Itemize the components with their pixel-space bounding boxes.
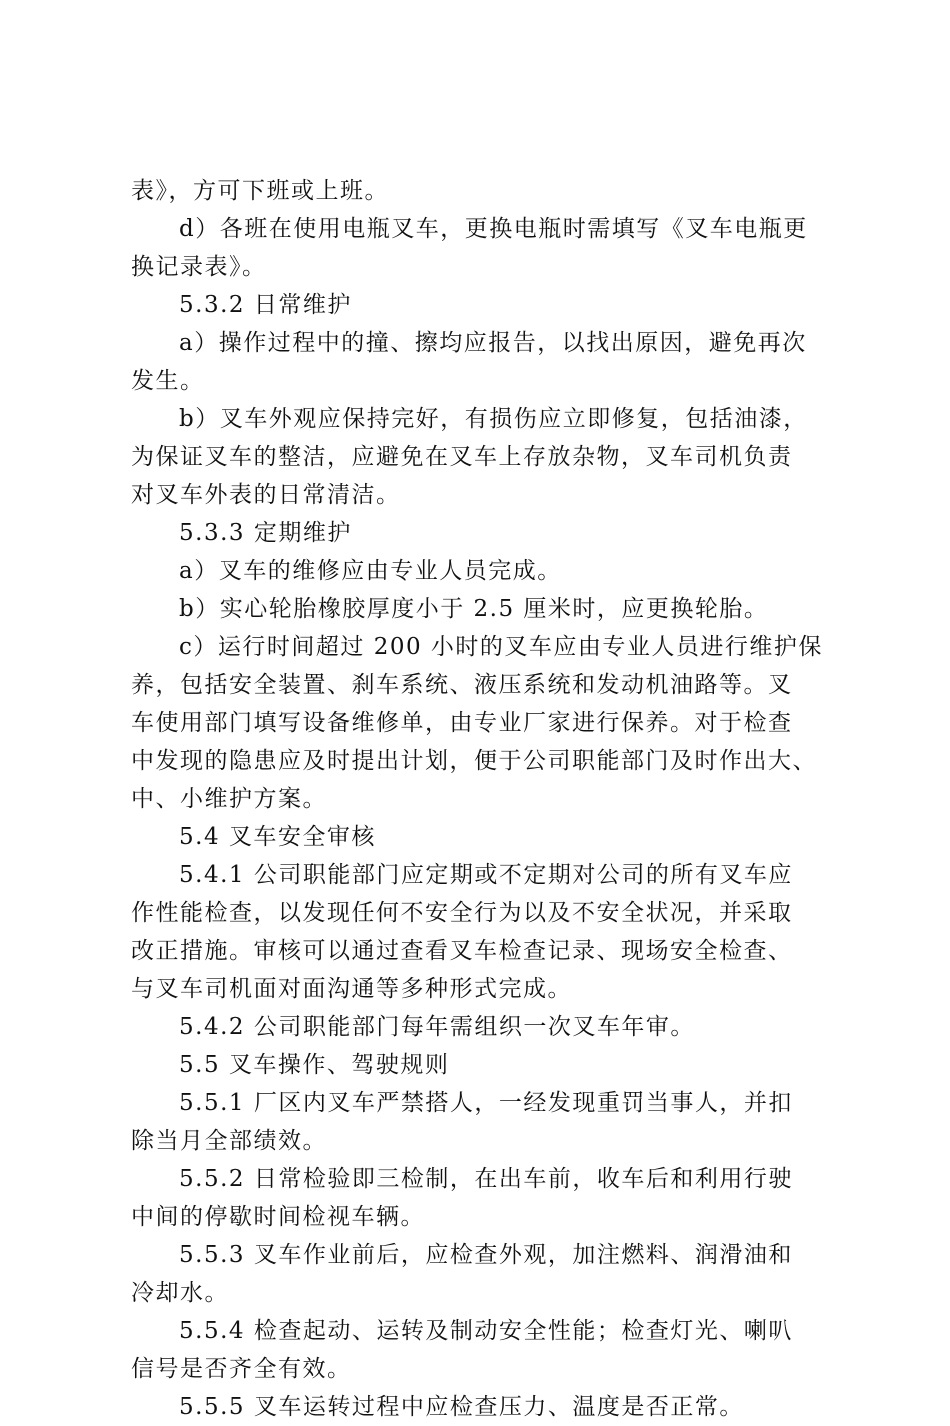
text-line: b）实心轮胎橡胶厚度小于 2.5 厘米时，应更换轮胎。 — [179, 596, 769, 622]
text-line: 与叉车司机面对面沟通等多种形式完成。 — [131, 976, 572, 1002]
text-line: 5.5.3 叉车作业前后，应检查外观，加注燃料、润滑油和 — [179, 1242, 793, 1268]
text-line: 改正措施。审核可以通过查看叉车检查记录、现场安全检查、 — [131, 938, 793, 964]
text-line: 冷却水。 — [131, 1280, 229, 1306]
text-line: 5.5.4 检查起动、运转及制动安全性能；检查灯光、喇叭 — [179, 1318, 793, 1344]
text-line: 养，包括安全装置、刹车系统、液压系统和发动机油路等。叉 — [131, 672, 793, 698]
text-line: a）叉车的维修应由专业人员完成。 — [179, 558, 562, 584]
text-line: 车使用部门填写设备维修单，由专业厂家进行保养。对于检查 — [131, 710, 793, 736]
text-line: 中间的停歇时间检视车辆。 — [131, 1204, 425, 1230]
text-line: 5.4.1 公司职能部门应定期或不定期对公司的所有叉车应 — [179, 862, 793, 888]
document-body — [131, 172, 851, 1426]
text-line: 5.4.2 公司职能部门每年需组织一次叉车年审。 — [179, 1014, 695, 1040]
text-line: 中发现的隐患应及时提出计划，便于公司职能部门及时作出大、 — [131, 748, 817, 774]
text-line: 5.5.5 叉车运转过程中应检查压力、温度是否正常。 — [179, 1394, 744, 1420]
text-line: 5.3.3 定期维护 — [179, 520, 352, 546]
text-line: 5.5.2 日常检验即三检制，在出车前，收车后和利用行驶 — [179, 1166, 793, 1192]
text-line: b）叉车外观应保持完好，有损伤应立即修复，包括油漆， — [179, 406, 808, 432]
text-line: 发生。 — [131, 368, 205, 394]
text-line: 换记录表》。 — [131, 254, 267, 280]
text-line: 中、小维护方案。 — [131, 786, 327, 812]
text-line: c）运行时间超过 200 小时的叉车应由专业人员进行维护保 — [179, 634, 823, 660]
text-line: 5.4 叉车安全审核 — [179, 824, 376, 850]
text-line: 除当月全部绩效。 — [131, 1128, 327, 1154]
text-line: 5.5.1 厂区内叉车严禁搭人，一经发现重罚当事人，并扣 — [179, 1090, 793, 1116]
text-line: 为保证叉车的整洁，应避免在叉车上存放杂物，叉车司机负责 — [131, 444, 793, 470]
text-line: 5.3.2 日常维护 — [179, 292, 352, 318]
text-line: 表》，方可下班或上班。 — [131, 178, 389, 204]
text-line: 信号是否齐全有效。 — [131, 1356, 352, 1382]
text-line: a）操作过程中的撞、擦均应报告，以找出原因，避免再次 — [179, 330, 807, 356]
text-line: 5.5 叉车操作、驾驶规则 — [179, 1052, 450, 1078]
text-line: d）各班在使用电瓶叉车，更换电瓶时需填写《叉车电瓶更 — [179, 216, 808, 242]
text-line: 作性能检查，以发现任何不安全行为以及不安全状况，并采取 — [131, 900, 793, 926]
text-line: 对叉车外表的日常清洁。 — [131, 482, 401, 508]
